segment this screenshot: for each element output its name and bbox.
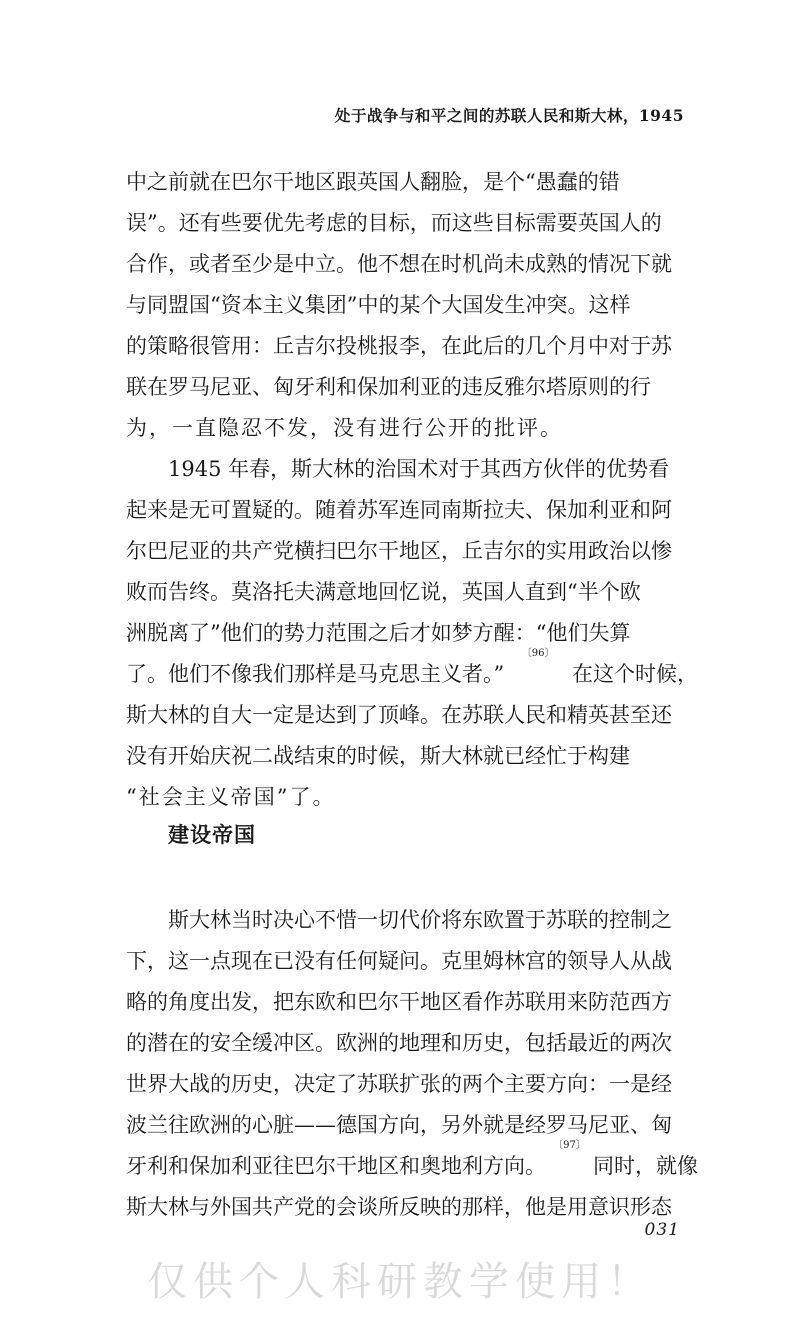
section-heading: 建设帝国 bbox=[168, 823, 256, 847]
paragraph-3 bbox=[126, 900, 698, 1228]
paragraph-2 bbox=[126, 449, 698, 818]
text-line: “社会主义帝国”了。 bbox=[126, 785, 336, 809]
text-line: 略的角度出发，把东欧和巴尔干地区看作苏联用来防范西方 bbox=[126, 990, 672, 1014]
watermark: 仅供个人科研教学使用！ bbox=[147, 1259, 653, 1305]
text-line: 的潜在的安全缓冲区。欧洲的地理和历史，包括最近的两次 bbox=[126, 1031, 672, 1055]
paragraph-1 bbox=[126, 162, 698, 449]
page-number: 031 bbox=[644, 1220, 680, 1240]
text-segment: 牙利和保加利亚往巴尔干地区和奥地利方向。 bbox=[126, 1154, 546, 1178]
running-header: 处于战争与和平之间的苏联人民和斯大林，1945 bbox=[334, 106, 684, 125]
text-line: 为，一直隐忍不发，没有进行公开的批评。 bbox=[126, 416, 563, 440]
text-line: 联在罗马尼亚、匈牙利和保加利亚的违反雅尔塔原则的行 bbox=[126, 375, 651, 399]
text-line: 波兰往欧洲的心脏——德国方向，另外就是经罗马尼亚、匈 bbox=[126, 1113, 672, 1137]
text-line: 斯大林当时决心不惜一切代价将东欧置于苏联的控制之 bbox=[168, 908, 672, 932]
text-line: 没有开始庆祝二战结束的时候，斯大林就已经忙于构建 bbox=[126, 744, 630, 768]
text-line: 尔巴尼亚的共产党横扫巴尔干地区，丘吉尔的实用政治以惨 bbox=[126, 539, 672, 563]
text-line: 1945 年春，斯大林的治国术对于其西方伙伴的优势看 bbox=[168, 457, 670, 481]
text-line: 斯大林与外国共产党的会谈所反映的那样，他是用意识形态 bbox=[126, 1195, 672, 1219]
text-line: 洲脱离了”他们的势力范围之后才如梦方醒：“他们失算 bbox=[126, 621, 631, 645]
text-segment: 了。他们不像我们那样是马克思主义者。” bbox=[126, 662, 505, 686]
text-line-with-footnote bbox=[126, 648, 698, 695]
text-line: 败而告终。莫洛托夫满意地回忆说，英国人直到“半个欧 bbox=[126, 580, 641, 604]
text-line: 斯大林的自大一定是达到了顶峰。在苏联人民和精英甚至还 bbox=[126, 703, 672, 727]
text-line: 中之前就在巴尔干地区跟英国人翻脸，是个“愚蠢的错 bbox=[126, 170, 620, 194]
text-segment: 在这个时候， bbox=[572, 662, 698, 686]
text-line: 起来是无可置疑的。随着苏军连同南斯拉夫、保加利亚和阿 bbox=[126, 498, 672, 522]
footnote-marker: 〔97〕 bbox=[553, 1140, 586, 1151]
text-line: 合作，或者至少是中立。他不想在时机尚未成熟的情况下就 bbox=[126, 252, 672, 276]
text-line: 世界大战的历史，决定了苏联扩张的两个主要方向：一是经 bbox=[126, 1072, 672, 1096]
text-line: 下，这一点现在已没有任何疑问。克里姆林宫的领导人从战 bbox=[126, 949, 672, 973]
text-line: 与同盟国“资本主义集团”中的某个大国发生冲突。这样 bbox=[126, 293, 631, 317]
text-segment: 同时，就像 bbox=[592, 1154, 698, 1178]
footnote-marker: 〔96〕 bbox=[521, 648, 555, 659]
text-line: 误”。还有些要优先考虑的目标，而这些目标需要英国人的 bbox=[126, 211, 662, 235]
text-line-with-footnote bbox=[126, 1140, 698, 1187]
text-line: 的策略很管用：丘吉尔投桃报李，在此后的几个月中对于苏 bbox=[126, 334, 672, 358]
